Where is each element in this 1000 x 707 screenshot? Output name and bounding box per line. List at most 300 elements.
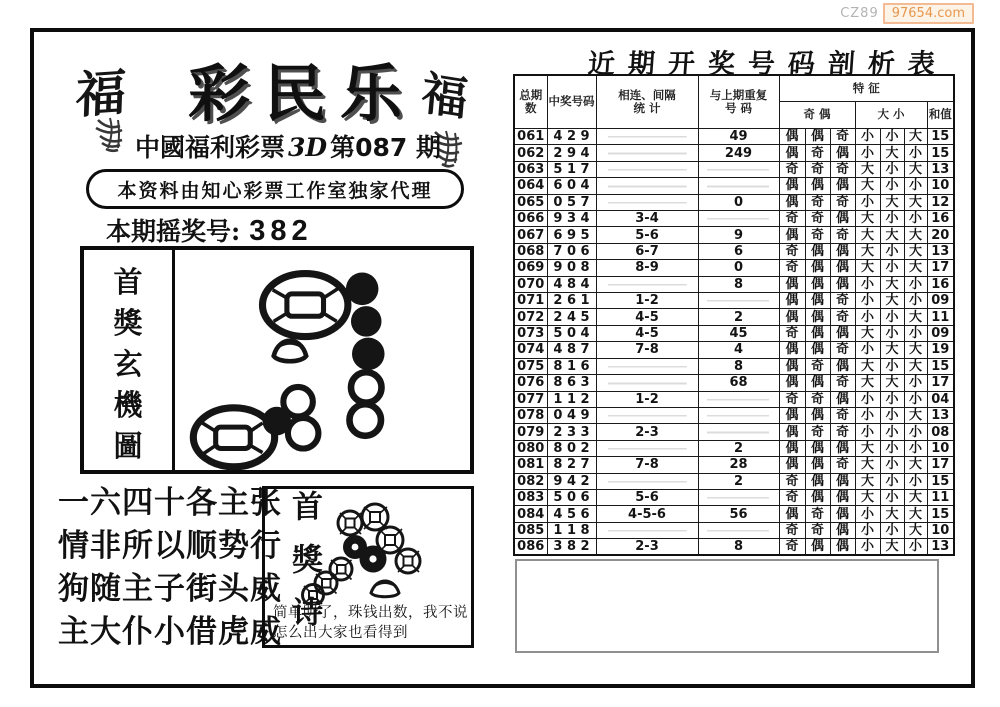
header-consecutive-line1: 相连、间隔 (618, 87, 676, 102)
mystery-title-char: 圖 (113, 429, 143, 463)
analysis-table (513, 74, 955, 556)
table-row (514, 293, 954, 309)
table-row (514, 260, 954, 276)
cell-repeat: 249 (698, 145, 779, 161)
cell-numbers: 3 8 2 (547, 539, 596, 556)
cell-size-3: 大 (904, 489, 927, 505)
watermark-code: CZ89 (840, 6, 879, 21)
cell-size-2: 小 (880, 473, 904, 489)
cell-sum: 11 (927, 309, 954, 325)
cell-odd-1: 偶 (779, 145, 805, 161)
table-row (514, 211, 954, 227)
cell-issue: 074 (514, 342, 547, 358)
cell-sum: 13 (927, 407, 954, 423)
cell-sum: 10 (927, 440, 954, 456)
cell-size-1: 大 (855, 178, 880, 194)
subtitle-issue: 第087 期 (330, 133, 441, 162)
cell-consecutive (596, 194, 698, 210)
cell-size-1: 小 (855, 506, 880, 522)
table-row (514, 358, 954, 374)
cell-repeat (698, 489, 779, 505)
table-row (514, 424, 954, 440)
cell-numbers: 5 0 6 (547, 489, 596, 505)
header-big-small: 大 小 (855, 102, 927, 129)
table-row (514, 325, 954, 341)
cell-odd-3: 奇 (830, 424, 855, 440)
page-watermark (840, 3, 974, 24)
cell-size-3: 大 (904, 243, 927, 259)
cell-size-1: 小 (855, 424, 880, 440)
cell-odd-3: 偶 (830, 473, 855, 489)
table-row (514, 161, 954, 177)
cell-odd-2: 偶 (805, 276, 830, 292)
cell-odd-3: 偶 (830, 522, 855, 538)
cell-size-3: 大 (904, 457, 927, 473)
cell-numbers: 8 0 2 (547, 440, 596, 456)
cell-consecutive (596, 178, 698, 194)
cell-consecutive: 8-9 (596, 260, 698, 276)
cell-size-3: 小 (904, 473, 927, 489)
cell-issue: 069 (514, 260, 547, 276)
coin (338, 511, 362, 535)
cell-odd-2: 偶 (805, 309, 830, 325)
table-row (514, 243, 954, 259)
cell-odd-2: 奇 (805, 358, 830, 374)
cell-issue: 081 (514, 457, 547, 473)
caption-line-2: 怎么出大家也看得到 (273, 625, 408, 641)
table-row (514, 522, 954, 538)
cell-sum: 17 (927, 260, 954, 276)
cell-size-2: 小 (880, 424, 904, 440)
cell-size-2: 大 (880, 227, 904, 243)
cell-sum: 15 (927, 145, 954, 161)
cell-size-1: 小 (855, 194, 880, 210)
cell-odd-3: 奇 (830, 375, 855, 391)
cell-odd-3: 奇 (830, 309, 855, 325)
cell-issue: 071 (514, 293, 547, 309)
cell-size-3: 小 (904, 375, 927, 391)
cell-size-2: 小 (880, 178, 904, 194)
cell-size-2: 小 (880, 309, 904, 325)
cell-odd-1: 偶 (779, 457, 805, 473)
cell-consecutive: 5-6 (596, 489, 698, 505)
cell-repeat: 2 (698, 309, 779, 325)
prize-poem (58, 482, 282, 654)
cell-odd-1: 偶 (779, 276, 805, 292)
cell-size-3: 大 (904, 227, 927, 243)
cell-issue: 068 (514, 243, 547, 259)
cell-sum: 09 (927, 293, 954, 309)
cell-size-2: 大 (880, 194, 904, 210)
poem-line: 一六四十各主张 (58, 485, 282, 521)
cell-sum: 16 (927, 211, 954, 227)
cell-numbers: 2 4 5 (547, 309, 596, 325)
cell-odd-3: 奇 (830, 129, 855, 145)
table-row (514, 342, 954, 358)
cell-size-2: 小 (880, 358, 904, 374)
cell-size-2: 小 (880, 407, 904, 423)
cell-size-1: 小 (855, 391, 880, 407)
cell-odd-3: 偶 (830, 358, 855, 374)
mystery-coins-drawing-icon (175, 250, 470, 470)
cell-sum: 15 (927, 129, 954, 145)
cell-size-3: 小 (904, 276, 927, 292)
cell-size-1: 小 (855, 342, 880, 358)
table-row (514, 375, 954, 391)
coin (396, 549, 420, 573)
cell-odd-2: 奇 (805, 211, 830, 227)
cell-odd-3: 偶 (830, 178, 855, 194)
draw-number-value: 382 (249, 215, 313, 247)
cell-issue: 083 (514, 489, 547, 505)
cell-odd-3: 奇 (830, 227, 855, 243)
table-row (514, 227, 954, 243)
header-issue: 总期数 (514, 75, 547, 129)
cell-repeat: 2 (698, 473, 779, 489)
cell-odd-2: 偶 (805, 243, 830, 259)
cell-odd-3: 奇 (830, 457, 855, 473)
cell-size-1: 大 (855, 489, 880, 505)
cell-repeat (698, 211, 779, 227)
poem-line: 狗随主子街头威 (58, 571, 282, 607)
cell-repeat: 8 (698, 358, 779, 374)
document-frame (30, 28, 975, 688)
analysis-table-body (514, 129, 954, 556)
cell-consecutive: 2-3 (596, 539, 698, 556)
cell-size-2: 小 (880, 457, 904, 473)
cell-odd-2: 奇 (805, 522, 830, 538)
cell-size-3: 大 (904, 161, 927, 177)
cell-consecutive (596, 473, 698, 489)
cell-size-2: 小 (880, 129, 904, 145)
cell-size-1: 大 (855, 375, 880, 391)
cell-issue: 079 (514, 424, 547, 440)
cell-size-3: 小 (904, 178, 927, 194)
cell-issue: 086 (514, 539, 547, 556)
cell-consecutive (596, 375, 698, 391)
cell-odd-3: 偶 (830, 489, 855, 505)
table-row (514, 178, 954, 194)
cell-sum: 08 (927, 424, 954, 440)
cell-size-3: 小 (904, 293, 927, 309)
poem-vertical-title: 首獎诗 (286, 489, 322, 650)
cell-size-3: 小 (904, 391, 927, 407)
table-row (514, 145, 954, 161)
cell-odd-2: 奇 (805, 506, 830, 522)
cell-repeat: 49 (698, 129, 779, 145)
table-row (514, 539, 954, 556)
cell-odd-1: 奇 (779, 325, 805, 341)
cell-repeat: 68 (698, 375, 779, 391)
cell-odd-2: 偶 (805, 178, 830, 194)
cell-sum: 09 (927, 325, 954, 341)
cell-size-1: 小 (855, 129, 880, 145)
cell-consecutive: 4-5 (596, 325, 698, 341)
cell-odd-1: 偶 (779, 424, 805, 440)
cell-size-2: 小 (880, 391, 904, 407)
cell-odd-3: 奇 (830, 161, 855, 177)
cell-issue: 076 (514, 375, 547, 391)
cell-size-2: 大 (880, 375, 904, 391)
cell-size-1: 大 (855, 325, 880, 341)
cell-repeat: 9 (698, 227, 779, 243)
cell-numbers: 2 6 1 (547, 293, 596, 309)
cell-consecutive (596, 129, 698, 145)
cell-odd-2: 偶 (805, 325, 830, 341)
cell-numbers: 6 9 5 (547, 227, 596, 243)
cell-odd-2: 偶 (805, 293, 830, 309)
cell-repeat: 8 (698, 276, 779, 292)
cell-size-1: 小 (855, 293, 880, 309)
table-row (514, 506, 954, 522)
cell-repeat (698, 522, 779, 538)
cell-odd-1: 偶 (779, 506, 805, 522)
cell-repeat: 4 (698, 342, 779, 358)
cell-issue: 073 (514, 325, 547, 341)
header-consecutive (596, 75, 698, 129)
cell-size-1: 小 (855, 407, 880, 423)
cell-size-3: 大 (904, 342, 927, 358)
cell-numbers: 8 1 6 (547, 358, 596, 374)
header-repeat (698, 75, 779, 129)
cell-numbers: 2 3 3 (547, 424, 596, 440)
cell-odd-2: 偶 (805, 440, 830, 456)
cell-consecutive (596, 440, 698, 456)
cell-odd-1: 偶 (779, 375, 805, 391)
cell-repeat: 28 (698, 457, 779, 473)
cell-sum: 19 (927, 342, 954, 358)
cell-consecutive (596, 145, 698, 161)
cell-odd-2: 奇 (805, 391, 830, 407)
cell-size-2: 小 (880, 161, 904, 177)
cell-consecutive: 7-8 (596, 457, 698, 473)
cell-numbers: 8 2 7 (547, 457, 596, 473)
cell-odd-1: 奇 (779, 211, 805, 227)
cell-numbers: 4 5 6 (547, 506, 596, 522)
cell-sum: 10 (927, 522, 954, 538)
cell-size-1: 大 (855, 473, 880, 489)
table-row (514, 129, 954, 145)
cell-repeat: 2 (698, 440, 779, 456)
cell-size-3: 小 (904, 325, 927, 341)
cell-repeat: 0 (698, 260, 779, 276)
cell-size-2: 大 (880, 293, 904, 309)
analysis-table-title: 近期开奖号码剖析表 (586, 49, 949, 80)
cell-size-3: 大 (904, 407, 927, 423)
cell-issue: 085 (514, 522, 547, 538)
cell-odd-1: 奇 (779, 243, 805, 259)
table-row (514, 489, 954, 505)
cell-numbers: 2 9 4 (547, 145, 596, 161)
cell-size-1: 大 (855, 260, 880, 276)
cell-size-3: 大 (904, 129, 927, 145)
cell-size-3: 大 (904, 506, 927, 522)
header-consecutive-line2: 统 计 (633, 101, 661, 115)
cell-odd-2: 奇 (805, 194, 830, 210)
cell-odd-1: 偶 (779, 194, 805, 210)
cell-sum: 16 (927, 276, 954, 292)
subtitle-prefix: 中國福利彩票 (135, 133, 286, 162)
cell-repeat: 56 (698, 506, 779, 522)
cell-issue: 064 (514, 178, 547, 194)
cell-sum: 12 (927, 194, 954, 210)
cell-odd-2: 偶 (805, 375, 830, 391)
cell-odd-3: 偶 (830, 145, 855, 161)
cell-numbers: 6 0 4 (547, 178, 596, 194)
mystery-title-char: 獎 (113, 306, 143, 340)
header-feature: 特 征 (779, 75, 954, 102)
header-repeat-line2: 号 码 (724, 101, 752, 115)
cell-odd-2: 奇 (805, 227, 830, 243)
cell-sum: 13 (927, 539, 954, 556)
cell-size-1: 大 (855, 227, 880, 243)
cell-odd-1: 偶 (779, 293, 805, 309)
cell-size-2: 小 (880, 243, 904, 259)
cell-issue: 082 (514, 473, 547, 489)
cell-numbers: 0 5 7 (547, 194, 596, 210)
empty-note-box (515, 559, 939, 653)
cell-odd-1: 偶 (779, 227, 805, 243)
cell-odd-3: 奇 (830, 342, 855, 358)
fu-seal-left: 福 (74, 62, 128, 125)
cell-sum: 11 (927, 489, 954, 505)
cell-issue: 072 (514, 309, 547, 325)
cell-size-3: 大 (904, 522, 927, 538)
cell-issue: 070 (514, 276, 547, 292)
mystery-box-vertical-title (84, 250, 175, 470)
cell-sum: 20 (927, 227, 954, 243)
cell-issue: 080 (514, 440, 547, 456)
cell-size-2: 大 (880, 342, 904, 358)
cell-odd-3: 偶 (830, 211, 855, 227)
coin-dark (360, 546, 386, 572)
coin-box-caption (273, 603, 467, 643)
page-title: 彩民乐 (187, 57, 416, 130)
cell-odd-2: 偶 (805, 457, 830, 473)
coin-hint-box (262, 486, 474, 648)
cell-sum: 17 (927, 457, 954, 473)
mystery-title-char: 玄 (113, 347, 143, 381)
cell-size-1: 大 (855, 457, 880, 473)
agency-note: 本资料由知心彩票工作室独家代理 (86, 169, 464, 209)
table-row (514, 473, 954, 489)
cell-size-3: 小 (904, 539, 927, 556)
cell-size-2: 大 (880, 145, 904, 161)
cell-consecutive (596, 276, 698, 292)
cell-consecutive: 1-2 (596, 293, 698, 309)
table-row (514, 391, 954, 407)
cell-issue: 084 (514, 506, 547, 522)
cell-size-3: 小 (904, 211, 927, 227)
mystery-drawing (175, 250, 470, 470)
coin-cluster-drawing-icon (283, 495, 453, 605)
poem-line: 主大仆小借虎威 (58, 614, 282, 650)
draw-number-line (106, 212, 313, 248)
cell-issue: 066 (514, 211, 547, 227)
cell-odd-2: 奇 (805, 145, 830, 161)
cell-numbers: 7 0 6 (547, 243, 596, 259)
cell-consecutive: 3-4 (596, 211, 698, 227)
cell-repeat: 6 (698, 243, 779, 259)
mystery-title-char: 機 (113, 388, 143, 422)
cell-consecutive: 2-3 (596, 424, 698, 440)
cell-repeat: 45 (698, 325, 779, 341)
cell-size-3: 大 (904, 194, 927, 210)
cell-numbers: 0 4 9 (547, 407, 596, 423)
header-odd-even: 奇 偶 (779, 102, 855, 129)
cell-size-3: 大 (904, 260, 927, 276)
cell-size-2: 大 (880, 276, 904, 292)
subtitle-3d: 3D (288, 133, 328, 162)
cell-odd-3: 奇 (830, 194, 855, 210)
cell-sum: 15 (927, 358, 954, 374)
cell-sum: 13 (927, 243, 954, 259)
cell-numbers: 9 4 2 (547, 473, 596, 489)
table-row (514, 440, 954, 456)
cell-odd-3: 奇 (830, 293, 855, 309)
cell-odd-3: 奇 (830, 407, 855, 423)
cell-odd-3: 偶 (830, 539, 855, 556)
cell-consecutive (596, 522, 698, 538)
cell-repeat (698, 407, 779, 423)
cell-size-2: 小 (880, 325, 904, 341)
caption-line-1: 简单明了，珠钱出数，我不说 (273, 605, 468, 621)
cell-repeat (698, 424, 779, 440)
coin (362, 504, 388, 530)
cell-odd-2: 偶 (805, 342, 830, 358)
cell-numbers: 4 2 9 (547, 129, 596, 145)
cell-odd-1: 偶 (779, 309, 805, 325)
cell-odd-3: 偶 (830, 276, 855, 292)
watermark-site-link[interactable]: 97654.com (883, 3, 974, 24)
cell-odd-1: 偶 (779, 358, 805, 374)
poem-line: 情非所以顺势行 (58, 528, 282, 564)
cell-issue: 067 (514, 227, 547, 243)
cell-size-1: 小 (855, 522, 880, 538)
cell-repeat (698, 178, 779, 194)
cell-issue: 075 (514, 358, 547, 374)
cell-issue: 065 (514, 194, 547, 210)
cell-numbers: 5 1 7 (547, 161, 596, 177)
cell-consecutive (596, 358, 698, 374)
cell-issue: 063 (514, 161, 547, 177)
cell-consecutive: 4-5 (596, 309, 698, 325)
mystery-title-char: 首 (113, 265, 143, 299)
cell-size-1: 大 (855, 358, 880, 374)
cell-sum: 17 (927, 375, 954, 391)
cell-odd-3: 偶 (830, 243, 855, 259)
cell-repeat (698, 161, 779, 177)
header-sum: 和值 (927, 102, 954, 129)
cell-size-2: 小 (880, 522, 904, 538)
cell-odd-1: 奇 (779, 473, 805, 489)
cell-size-3: 小 (904, 145, 927, 161)
cell-consecutive: 5-6 (596, 227, 698, 243)
cell-issue: 077 (514, 391, 547, 407)
cell-odd-3: 偶 (830, 506, 855, 522)
cell-odd-3: 偶 (830, 391, 855, 407)
cell-odd-1: 偶 (779, 129, 805, 145)
cell-issue: 078 (514, 407, 547, 423)
cell-odd-1: 奇 (779, 489, 805, 505)
cell-sum: 15 (927, 473, 954, 489)
cell-odd-2: 偶 (805, 260, 830, 276)
cell-numbers: 1 1 8 (547, 522, 596, 538)
cell-odd-1: 偶 (779, 342, 805, 358)
cell-issue: 061 (514, 129, 547, 145)
cell-odd-3: 偶 (830, 440, 855, 456)
cell-size-2: 小 (880, 211, 904, 227)
